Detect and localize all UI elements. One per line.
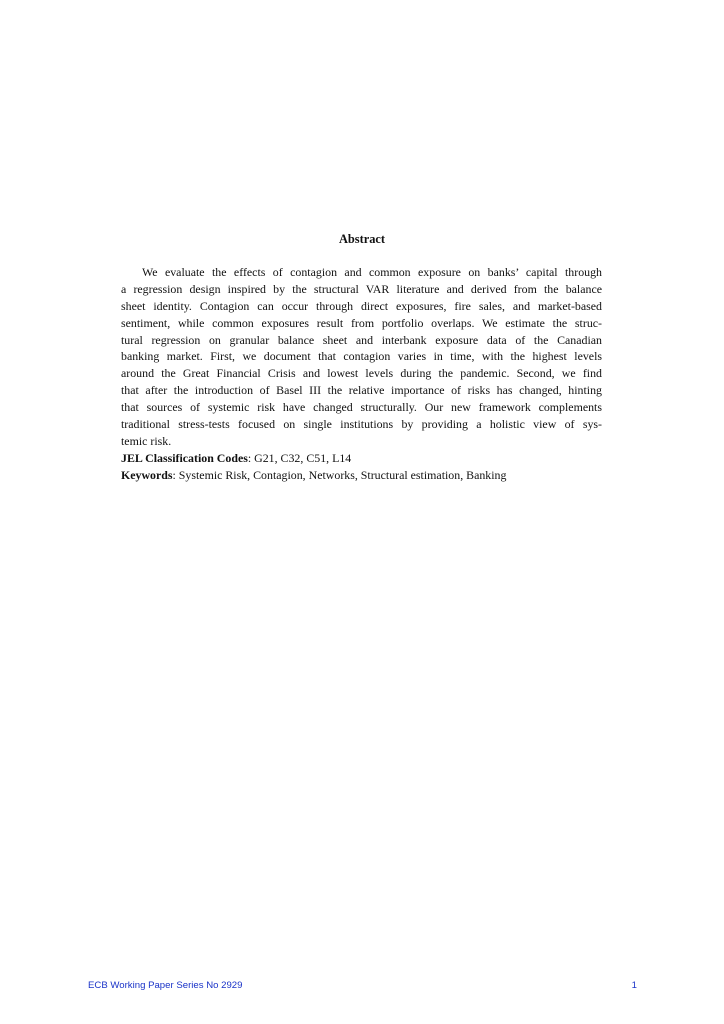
abstract-line: sentiment, while common exposures result from portfolio overlaps. We estimate the struc- <box>121 315 602 330</box>
keywords <box>121 467 602 484</box>
keywords-value: : Systemic Risk, Contagion, Networks, Structural estimation, Banking <box>172 467 507 482</box>
abstract-line: that after the introduction of Basel III the relative importance of risks has changed, hinting <box>121 383 602 398</box>
abstract-line: sheet identity. Contagion can occur through direct exposures, fire sales, and market-based <box>121 298 602 313</box>
abstract-line: tural regression on granular balance sheet and interbank exposure data of the Canadian <box>121 332 602 347</box>
footer-series-title: ECB Working Paper Series No 2929 <box>88 980 243 991</box>
jel-label: JEL Classification Codes <box>121 450 248 465</box>
abstract-line: that sources of systemic risk have changed structurally. Our new framework complements <box>121 400 602 415</box>
abstract-line: traditional stress-tests focused on single institutions by providing a holistic view of sys- <box>121 417 602 432</box>
abstract-line: We evaluate the effects of contagion and common exposure on banks’ capital through <box>142 265 602 279</box>
abstract-line: temic risk. <box>121 433 172 448</box>
jel-value: : G21, C32, C51, L14 <box>247 450 352 465</box>
abstract-line: banking market. First, we document that contagion varies in time, with the highest levels <box>121 349 602 364</box>
keywords-label: Keywords <box>121 467 173 482</box>
abstract-heading: Abstract <box>338 232 386 246</box>
jel-codes <box>121 450 602 467</box>
abstract-line: a regression design inspired by the structural VAR literature and derived from the balance <box>121 281 602 296</box>
abstract-body <box>121 264 602 484</box>
abstract-line: around the Great Financial Crisis and lowest levels during the pandemic. Second, we find <box>121 366 602 381</box>
footer-page-number: 1 <box>631 980 637 991</box>
